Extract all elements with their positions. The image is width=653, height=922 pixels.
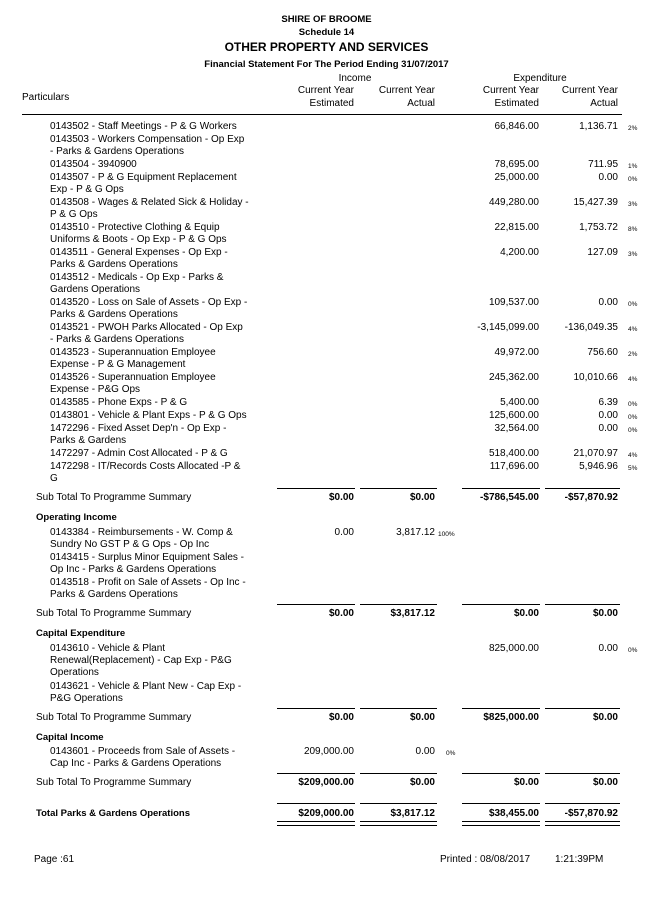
- row-description: [50, 372, 255, 396]
- row-description: [50, 577, 255, 601]
- description-line: 0143503 - Workers Compensation - Op Exp: [50, 134, 245, 145]
- description-line: 0143384 - Reimbursements - W. Comp &: [50, 527, 233, 538]
- rule: [277, 604, 355, 605]
- row-description: [50, 247, 255, 271]
- percent-label: 2%: [628, 125, 638, 132]
- exp-cy-label-2: Current Year: [561, 85, 618, 96]
- description-line: 0143521 - PWOH Parks Allocated - Op Exp: [50, 322, 243, 333]
- value-ee: 825,000.00: [488, 643, 539, 654]
- row-description: [50, 527, 255, 551]
- header-rule: [22, 114, 622, 115]
- description-line: Op Inc - Parks & Gardens Operations: [50, 564, 217, 575]
- row-description: [50, 746, 255, 770]
- row-description: [50, 397, 255, 409]
- value-ee: 5,400.00: [500, 397, 539, 408]
- description-line: 0143502 - Staff Meetings - P & G Workers: [50, 121, 237, 132]
- subtotal-label: Sub Total To Programme Summary: [36, 608, 192, 619]
- row-description: [50, 172, 255, 196]
- subtotal-label: Sub Total To Programme Summary: [36, 777, 192, 788]
- description-line: G: [50, 473, 58, 484]
- value: $0.00: [409, 492, 435, 503]
- description-line: 0143518 - Profit on Sale of Assets - Op Inc -: [50, 577, 246, 588]
- expenditure-header: Expenditure: [513, 73, 567, 84]
- income-cy-label: Current Year: [297, 85, 354, 96]
- description-line: P&G Operations: [50, 693, 123, 704]
- rule: [360, 708, 437, 709]
- percent-label: 5%: [628, 465, 638, 472]
- value: -$57,870.92: [564, 492, 618, 503]
- row-description: [50, 322, 255, 346]
- value-ea: 127.09: [587, 247, 618, 258]
- value: $0.00: [592, 777, 618, 788]
- printed-time: 1:21:39PM: [555, 854, 604, 865]
- row-description: [50, 423, 255, 447]
- value-ea: 0.00: [598, 297, 618, 308]
- value-ee: 66,846.00: [494, 121, 539, 132]
- rule: [462, 708, 540, 709]
- value: $0.00: [513, 777, 539, 788]
- description-line: 0143512 - Medicals - Op Exp - Parks &: [50, 272, 224, 283]
- value-ea: 0.00: [598, 423, 618, 434]
- value-ia: 3,817.12: [396, 527, 435, 538]
- printed-date: Printed : 08/08/2017: [440, 854, 531, 865]
- percent-label: 3%: [628, 251, 638, 258]
- rule: [462, 803, 540, 804]
- row-description: [50, 681, 255, 705]
- value-ia: 0.00: [415, 746, 435, 757]
- row-description: [50, 410, 255, 422]
- description-line: 0143610 - Vehicle & Plant: [50, 643, 166, 654]
- rule: [545, 708, 620, 709]
- value-ee: 22,815.00: [494, 222, 539, 233]
- value-ea: 15,427.39: [573, 197, 618, 208]
- value-ee: 109,537.00: [488, 297, 539, 308]
- description-line: Renewal(Replacement) - Cap Exp - P&G: [50, 655, 232, 666]
- value-ea: -136,049.35: [564, 322, 618, 333]
- row-description: [50, 461, 255, 485]
- description-line: 0143507 - P & G Equipment Replacement: [50, 172, 237, 183]
- rule: [462, 773, 540, 774]
- description-line: 0143415 - Surplus Minor Equipment Sales -: [50, 552, 244, 563]
- percent-label: 4%: [628, 452, 638, 459]
- rule: [462, 488, 540, 489]
- description-line: Parks & Gardens: [50, 435, 127, 446]
- description-line: Gardens Operations: [50, 284, 141, 295]
- percent-label: 0%: [628, 427, 638, 434]
- description-line: Operations: [50, 667, 99, 678]
- income-actual-label: Actual: [407, 98, 435, 109]
- income-header: Income: [338, 73, 372, 84]
- row-description: [50, 552, 255, 576]
- row-description: [50, 222, 255, 246]
- double-rule: [462, 821, 540, 826]
- page-number: Page :61: [34, 854, 75, 865]
- description-line: 1472298 - IT/Records Costs Allocated -P &: [50, 461, 241, 472]
- value-ee: 49,972.00: [494, 347, 539, 358]
- description-line: Parks & Gardens Operations: [50, 259, 178, 270]
- value-ea: 0.00: [598, 643, 618, 654]
- value-ee: 245,362.00: [488, 372, 539, 383]
- description-line: Parks & Gardens Operations: [50, 589, 178, 600]
- row-description: [50, 272, 255, 296]
- description-line: 0143523 - Superannuation Employee: [50, 347, 216, 358]
- description-line: - Parks & Gardens Operations: [50, 146, 184, 157]
- description-line: 1472296 - Fixed Asset Dep'n - Op Exp -: [50, 423, 227, 434]
- description-line: 0143504 - 3940900: [50, 159, 137, 170]
- percent-label: 0%: [628, 301, 638, 308]
- report-subtitle: Financial Statement For The Period Ending 31/07/2017: [204, 59, 449, 70]
- value: $0.00: [592, 608, 618, 619]
- income-cy-label-2: Current Year: [378, 85, 435, 96]
- percent-label: 100%: [438, 531, 455, 538]
- value-ee: -3,145,099.00: [477, 322, 539, 333]
- value: $0.00: [409, 777, 435, 788]
- row-description: [50, 347, 255, 371]
- description-line: 0143621 - Vehicle & Plant New - Cap Exp -: [50, 681, 242, 692]
- description-line: 0143585 - Phone Exps - P & G: [50, 397, 188, 408]
- percent-label: 0%: [628, 647, 638, 654]
- value: $38,455.00: [488, 808, 539, 819]
- description-line: - Parks & Gardens Operations: [50, 334, 184, 345]
- value-ea: 756.60: [587, 347, 618, 358]
- value-ea: 5,946.96: [579, 461, 618, 472]
- value: $0.00: [328, 712, 354, 723]
- description-line: 0143801 - Vehicle & Plant Exps - P & G Ops: [50, 410, 247, 421]
- value: $0.00: [328, 492, 354, 503]
- subtotal-label: Sub Total To Programme Summary: [36, 712, 192, 723]
- row-description: [50, 134, 255, 158]
- description-line: 0143526 - Superannuation Employee: [50, 372, 216, 383]
- rule: [360, 803, 437, 804]
- row-description: [50, 159, 255, 171]
- description-line: Expense - P&G Ops: [50, 384, 141, 395]
- section-title: Operating Income: [36, 512, 117, 523]
- description-line: 1472297 - Admin Cost Allocated - P & G: [50, 448, 228, 459]
- particulars-header: Particulars: [22, 92, 70, 103]
- description-line: 0143511 - General Expenses - Op Exp -: [50, 247, 228, 258]
- description-line: P & G Ops: [50, 209, 98, 220]
- exp-actual-label: Actual: [590, 98, 618, 109]
- value-ea: 1,136.71: [579, 121, 618, 132]
- value: $825,000.00: [483, 712, 539, 723]
- value-ea: 0.00: [598, 410, 618, 421]
- value-ee: 125,600.00: [488, 410, 539, 421]
- value-ea: 711.95: [588, 159, 618, 170]
- double-rule: [545, 821, 620, 826]
- subtotal-label: Sub Total To Programme Summary: [36, 492, 192, 503]
- value-ee: 25,000.00: [494, 172, 539, 183]
- value-ea: 1,753.72: [579, 222, 618, 233]
- value: $0.00: [592, 712, 618, 723]
- description-line: Exp - P & G Ops: [50, 184, 124, 195]
- section-title: Capital Income: [36, 732, 104, 743]
- value-ee: 117,696.00: [489, 461, 539, 472]
- percent-label: 4%: [628, 376, 638, 383]
- value-ee: 518,400.00: [488, 448, 539, 459]
- exp-estimated-label: Estimated: [494, 98, 539, 109]
- percent-label: 2%: [628, 351, 638, 358]
- percent-label: 4%: [628, 326, 638, 333]
- value: $0.00: [328, 608, 354, 619]
- value: $0.00: [513, 608, 539, 619]
- description-line: Uniforms & Boots - Op Exp - P & G Ops: [50, 234, 227, 245]
- section-title: Capital Expenditure: [36, 628, 126, 639]
- rule: [462, 604, 540, 605]
- value: -$57,870.92: [564, 808, 618, 819]
- row-description: [50, 643, 255, 679]
- rule: [545, 604, 620, 605]
- rule: [277, 773, 355, 774]
- value: -$786,545.00: [480, 492, 539, 503]
- percent-label: 0%: [628, 414, 638, 421]
- description-line: 0143601 - Proceeds from Sale of Assets -: [50, 746, 236, 757]
- rule: [360, 604, 437, 605]
- row-description: [50, 121, 255, 133]
- value-ie: 209,000.00: [303, 746, 354, 757]
- rule: [277, 708, 355, 709]
- rule: [360, 488, 437, 489]
- description-line: Cap Inc - Parks & Gardens Operations: [50, 758, 222, 769]
- description-line: 0143508 - Wages & Related Sick & Holiday -: [50, 197, 249, 208]
- value: $3,817.12: [390, 608, 435, 619]
- value: $209,000.00: [298, 808, 354, 819]
- rule: [545, 488, 620, 489]
- double-rule: [360, 821, 437, 826]
- percent-label: 1%: [628, 163, 638, 170]
- value: $0.00: [409, 712, 435, 723]
- value-ee: 449,280.00: [488, 197, 539, 208]
- value: $209,000.00: [298, 777, 354, 788]
- percent-label: 3%: [628, 201, 638, 208]
- exp-cy-label: Current Year: [482, 85, 539, 96]
- value-ee: 78,695.00: [494, 159, 539, 170]
- description-line: Expense - P & G Management: [50, 359, 186, 370]
- schedule-label: Schedule 14: [298, 27, 355, 38]
- percent-label: 0%: [446, 750, 456, 757]
- value-ea: 6.39: [598, 397, 618, 408]
- value-ee: 4,200.00: [500, 247, 539, 258]
- row-description: [50, 297, 255, 321]
- org-name: SHIRE OF BROOME: [281, 14, 372, 25]
- rule: [360, 773, 437, 774]
- income-estimated-label: Estimated: [309, 98, 354, 109]
- value-ie: 0.00: [334, 527, 354, 538]
- description-line: Parks & Gardens Operations: [50, 309, 178, 320]
- rule: [277, 488, 355, 489]
- double-rule: [277, 821, 355, 826]
- percent-label: 0%: [628, 176, 638, 183]
- report-title: OTHER PROPERTY AND SERVICES: [224, 40, 429, 54]
- value-ee: 32,564.00: [494, 423, 539, 434]
- description-line: 0143510 - Protective Clothing & Equip: [50, 222, 220, 233]
- value: $3,817.12: [390, 808, 435, 819]
- description-line: 0143520 - Loss on Sale of Assets - Op Exp -: [50, 297, 248, 308]
- value-ea: 10,010.66: [573, 372, 618, 383]
- percent-label: 8%: [628, 226, 638, 233]
- rule: [277, 803, 355, 804]
- percent-label: 0%: [628, 401, 638, 408]
- value-ea: 21,070.97: [573, 448, 618, 459]
- row-description: [50, 197, 255, 221]
- value-ea: 0.00: [598, 172, 618, 183]
- row-description: [50, 448, 255, 460]
- grand-total-label: Total Parks & Gardens Operations: [36, 808, 190, 819]
- description-line: Sundry No GST P & G Ops - Op Inc: [50, 539, 210, 550]
- rule: [545, 773, 620, 774]
- rule: [545, 803, 620, 804]
